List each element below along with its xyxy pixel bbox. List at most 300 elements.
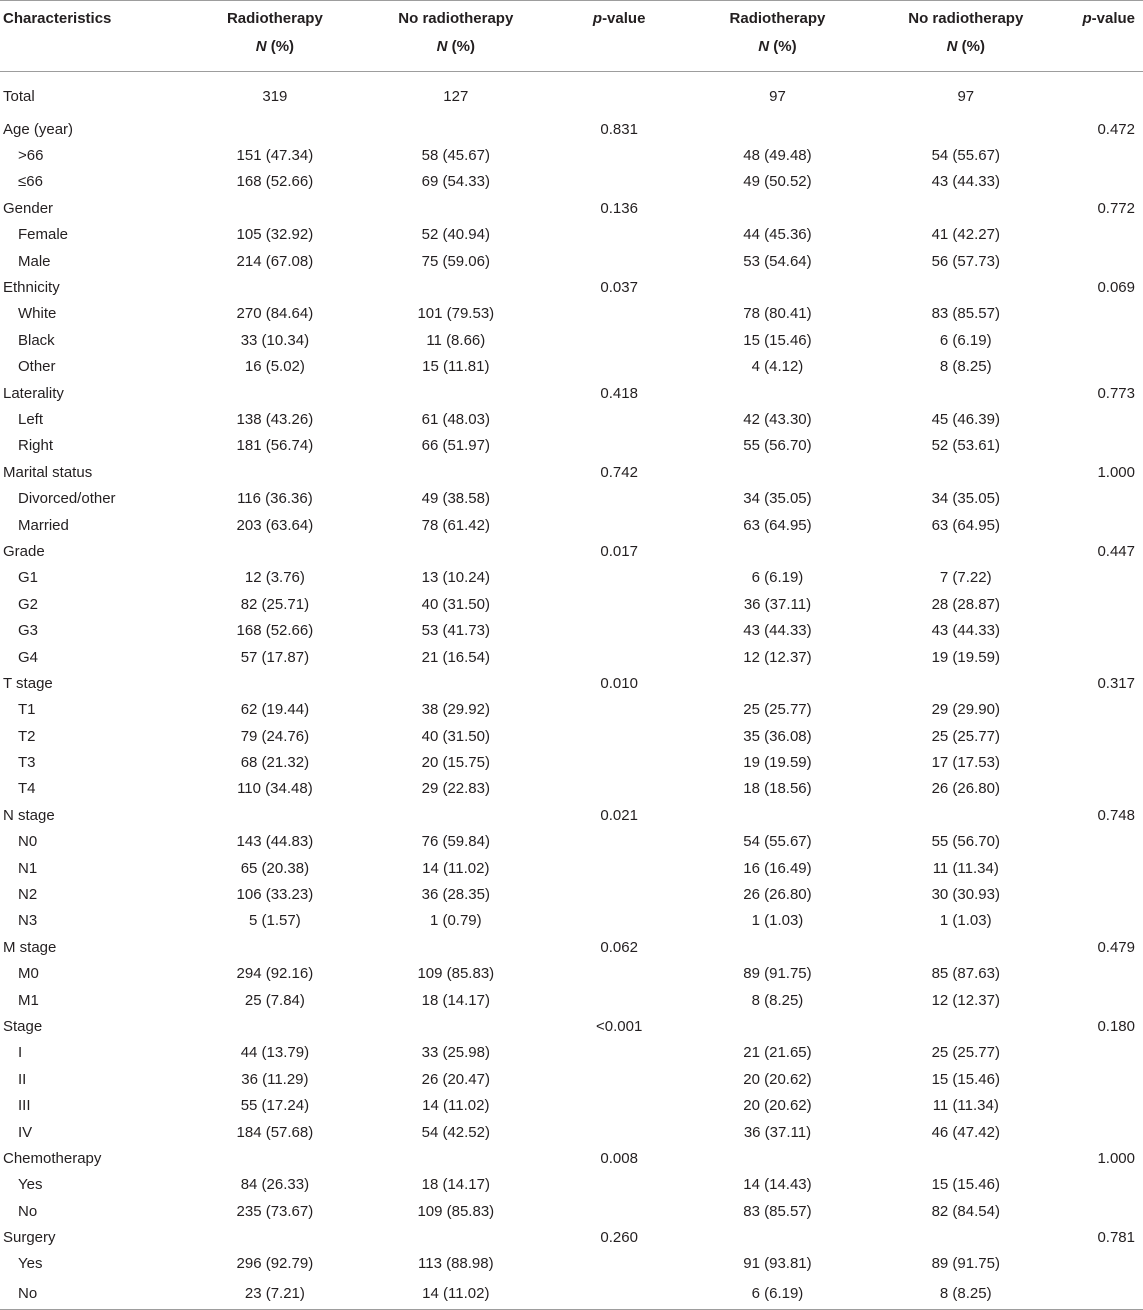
p-value-1 [549,169,690,195]
p-value-2 [1066,1119,1143,1145]
no-radiotherapy-value-1: 33 (25.98) [421,1044,490,1062]
header-n-pct-3 [690,38,866,72]
table-row [0,1119,1143,1145]
header-n-pct-4 [865,38,1066,72]
p-value-1: 0.010 [600,674,638,692]
radiotherapy-value-2: 25 (25.77) [743,701,812,719]
row-label: I [18,1044,23,1062]
no-radiotherapy-value-2: 34 (35.05) [931,490,1000,508]
header-n-pct-1 [187,38,363,72]
radiotherapy-value-1 [187,538,363,564]
radiotherapy-value-1 [187,934,363,960]
no-radiotherapy-value-1: 78 (61.42) [421,516,490,534]
no-radiotherapy-value-1: 101 (79.53) [417,305,495,323]
radiotherapy-value-2: 63 (64.95) [743,516,812,534]
radiotherapy-value-2 [690,538,866,564]
header-radiotherapy-2: Radiotherapy [729,10,826,27]
row-label: Surgery [3,1229,56,1247]
table-row [0,1066,1143,1092]
radiotherapy-value-2: 4 (4.12) [751,358,804,376]
no-radiotherapy-value-1: 52 (40.94) [421,226,490,244]
radiotherapy-value-1 [187,1224,363,1250]
row-label: T3 [18,754,36,772]
radiotherapy-value-1: 319 [262,87,288,105]
p-value-2 [1066,222,1143,248]
row-label: Gender [3,199,54,217]
p-value-1 [549,881,690,907]
radiotherapy-value-2: 15 (15.46) [743,331,812,349]
p-value-2 [1066,829,1143,855]
radiotherapy-value-1: 82 (25.71) [240,595,310,613]
table-row [0,195,1143,221]
row-label: Stage [3,1017,43,1035]
no-radiotherapy-value-2: 11 (11.34) [932,1097,999,1115]
no-radiotherapy-value-1: 109 (85.83) [417,1202,495,1220]
no-radiotherapy-value-2 [865,195,1066,221]
table-row [0,1092,1143,1118]
table-row [0,406,1143,432]
radiotherapy-value-1: 25 (7.84) [244,991,305,1009]
no-radiotherapy-value-1: 40 (31.50) [421,727,490,745]
radiotherapy-value-2: 6 (6.19) [690,1277,866,1310]
table-row [0,1251,1143,1277]
no-radiotherapy-value-2 [865,1224,1066,1250]
table-row [0,1040,1143,1066]
no-radiotherapy-value-1 [363,670,549,696]
no-radiotherapy-value-2: 82 (84.54) [931,1202,1000,1220]
row-label: G3 [18,622,39,640]
table-header [0,1,1143,72]
p-value-1 [549,617,690,643]
radiotherapy-value-1 [187,274,363,300]
row-label: Ethnicity [3,279,60,297]
row-label: II [18,1070,27,1088]
radiotherapy-value-2: 8 (8.25) [751,991,804,1009]
no-radiotherapy-value-2: 55 (56.70) [931,833,1000,851]
p-rest: -value [602,10,646,27]
p-value-2: 0.781 [1097,1229,1135,1247]
no-radiotherapy-value-2: 8 (8.25) [939,358,992,376]
p-value-1 [549,723,690,749]
p-value-2 [1066,591,1143,617]
p-value-2 [1066,1066,1143,1092]
no-radiotherapy-value-1 [363,1145,549,1171]
radiotherapy-value-2: 44 (45.36) [743,226,812,244]
p-value-2 [1066,354,1143,380]
header-no-radiotherapy-2: No radiotherapy [908,10,1024,27]
row-label: Female [18,226,69,244]
p-value-1 [549,987,690,1013]
no-radiotherapy-value-2: 46 (47.42) [931,1123,1000,1141]
no-radiotherapy-value-1: 13 (10.24) [421,569,490,587]
p-value-1 [549,1040,690,1066]
radiotherapy-value-1: 143 (44.83) [236,833,314,851]
no-radiotherapy-value-1 [363,195,549,221]
no-radiotherapy-value-2 [865,380,1066,406]
table-row [0,459,1143,485]
radiotherapy-value-1 [187,670,363,696]
no-radiotherapy-value-1: 40 (31.50) [421,595,490,613]
table-row [0,485,1143,511]
row-label: III [18,1097,31,1115]
table-row [0,301,1143,327]
header-radiotherapy-1: Radiotherapy [226,10,323,27]
p-value-1 [549,1119,690,1145]
n-rest: (%) [266,38,295,55]
no-radiotherapy-value-2 [865,934,1066,960]
no-radiotherapy-value-2: 7 (7.22) [939,569,992,587]
radiotherapy-value-1: 55 (17.24) [240,1097,310,1115]
p-value-1 [549,248,690,274]
radiotherapy-value-1: 106 (33.23) [236,886,314,904]
p-value-1: 0.008 [600,1149,638,1167]
no-radiotherapy-value-2: 41 (42.27) [931,226,1000,244]
row-label: G1 [18,569,39,587]
p-value-2 [1066,855,1143,881]
no-radiotherapy-value-1: 58 (45.67) [421,147,490,165]
table-row [0,538,1143,564]
no-radiotherapy-value-2: 1 (1.03) [939,912,992,930]
row-label: Laterality [3,384,64,402]
radiotherapy-value-1: 184 (57.68) [236,1123,314,1141]
radiotherapy-value-1: 57 (17.87) [240,648,310,666]
no-radiotherapy-value-1 [363,1013,549,1039]
no-radiotherapy-value-1 [363,802,549,828]
p-value-2: 0.479 [1097,938,1135,956]
p-value-1: 0.136 [600,199,638,217]
radiotherapy-value-1: 151 (47.34) [236,147,314,165]
table-row [0,1172,1143,1198]
no-radiotherapy-value-2: 8 (8.25) [865,1277,1066,1310]
radiotherapy-value-2: 42 (43.30) [743,410,812,428]
no-radiotherapy-value-2 [865,1013,1066,1039]
radiotherapy-value-2: 36 (37.11) [743,1123,812,1141]
no-radiotherapy-value-2: 19 (19.59) [931,648,1000,666]
radiotherapy-value-2 [690,1224,866,1250]
n-italic: N [946,38,958,55]
row-label: T stage [3,674,53,692]
table-row [0,987,1143,1013]
radiotherapy-value-2: 26 (26.80) [743,886,812,904]
p-value-2 [1066,723,1143,749]
radiotherapy-value-2: 12 (12.37) [743,648,812,666]
radiotherapy-value-1: 294 (92.16) [236,965,314,983]
p-value-1 [549,222,690,248]
no-radiotherapy-value-2 [865,459,1066,485]
table-row [0,169,1143,195]
radiotherapy-value-1: 65 (20.38) [240,859,310,877]
radiotherapy-value-2: 43 (44.33) [743,622,812,640]
table-row [0,670,1143,696]
no-radiotherapy-value-1 [363,934,549,960]
p-value-2 [1066,72,1143,117]
row-label: Marital status [3,463,93,481]
no-radiotherapy-value-2: 12 (12.37) [931,991,1000,1009]
p-value-2 [1066,565,1143,591]
no-radiotherapy-value-2 [865,802,1066,828]
row-label: N1 [18,859,38,877]
p-rest: -value [1091,10,1135,27]
row-label: M stage [3,938,57,956]
table-row [0,1145,1143,1171]
row-label: T1 [18,701,36,719]
p-value-1 [549,512,690,538]
radiotherapy-value-1: 168 (52.66) [236,173,314,191]
p-value-1 [549,327,690,353]
p-value-1 [549,1092,690,1118]
radiotherapy-value-1: 23 (7.21) [187,1277,363,1310]
radiotherapy-value-2: 78 (80.41) [743,305,812,323]
radiotherapy-value-1: 36 (11.29) [241,1070,309,1088]
table-row [0,222,1143,248]
p-value-1 [549,776,690,802]
no-radiotherapy-value-2: 89 (91.75) [931,1255,1000,1273]
radiotherapy-value-1: 79 (24.76) [240,727,310,745]
radiotherapy-value-2: 20 (20.62) [743,1070,812,1088]
no-radiotherapy-value-1: 20 (15.75) [421,754,490,772]
table-row [0,433,1143,459]
no-radiotherapy-value-2: 25 (25.77) [931,727,1000,745]
no-radiotherapy-value-2: 30 (30.93) [931,886,1000,904]
p-value-1: <0.001 [596,1017,643,1035]
row-label: White [18,305,57,323]
no-radiotherapy-value-2: 25 (25.77) [931,1044,1000,1062]
radiotherapy-value-1: 181 (56.74) [236,437,314,455]
p-value-1 [549,855,690,881]
row-label: N3 [18,912,38,930]
radiotherapy-value-2 [690,670,866,696]
no-radiotherapy-value-1 [363,538,549,564]
p-value-1 [549,829,690,855]
p-value-1 [549,908,690,934]
row-label: Grade [3,542,45,560]
no-radiotherapy-value-1: 113 (88.98) [418,1255,494,1273]
no-radiotherapy-value-1: 61 (48.03) [421,410,490,428]
row-label: T4 [18,780,36,798]
radiotherapy-value-2: 16 (16.49) [743,859,812,877]
no-radiotherapy-value-1: 66 (51.97) [421,437,490,455]
row-label: No [0,1277,187,1310]
no-radiotherapy-value-1 [363,459,549,485]
table-row [0,591,1143,617]
table-row [0,72,1143,117]
n-rest: (%) [769,38,797,55]
radiotherapy-value-1: 33 (10.34) [240,331,310,349]
n-rest: (%) [447,38,475,55]
radiotherapy-value-2: 97 [769,87,786,105]
no-radiotherapy-value-2 [865,670,1066,696]
radiotherapy-value-2 [690,459,866,485]
p-value-1: 0.021 [600,806,638,824]
radiotherapy-value-2 [690,274,866,300]
radiotherapy-value-1: 44 (13.79) [240,1044,310,1062]
p-value-2 [1066,301,1143,327]
p-value-1 [549,1251,690,1277]
no-radiotherapy-value-2 [865,1145,1066,1171]
radiotherapy-value-2: 83 (85.57) [743,1202,812,1220]
table-row [0,723,1143,749]
p-value-2 [1066,406,1143,432]
radiotherapy-value-2: 54 (55.67) [743,833,812,851]
p-value-1 [549,1066,690,1092]
no-radiotherapy-value-1: 29 (22.83) [421,780,490,798]
table-row [0,776,1143,802]
p-value-2: 1.000 [1097,1149,1135,1167]
table-row [0,961,1143,987]
no-radiotherapy-value-1: 26 (20.47) [421,1070,490,1088]
table-row [0,881,1143,907]
no-radiotherapy-value-1: 54 (42.52) [421,1123,490,1141]
no-radiotherapy-value-2: 43 (44.33) [931,173,1000,191]
radiotherapy-value-1 [187,459,363,485]
radiotherapy-value-2: 6 (6.19) [751,569,804,587]
row-label: Black [18,331,55,349]
table-row [0,749,1143,775]
p-value-1 [549,72,690,117]
radiotherapy-value-1 [187,116,363,142]
row-label: G4 [18,648,39,666]
table-row [0,802,1143,828]
radiotherapy-value-2: 89 (91.75) [743,965,812,983]
row-label: No [18,1202,38,1220]
p-value-2: 0.773 [1097,384,1135,402]
p-value-1: 0.062 [600,938,638,956]
p-value-2 [1066,485,1143,511]
no-radiotherapy-value-2: 26 (26.80) [931,780,1000,798]
radiotherapy-value-1: 270 (84.64) [236,305,314,323]
table-row [0,1013,1143,1039]
table-row [0,644,1143,670]
row-label: N stage [3,806,55,824]
p-value-2 [1066,617,1143,643]
p-value-1 [549,485,690,511]
row-label: Yes [18,1176,43,1194]
radiotherapy-value-1: 84 (26.33) [240,1176,310,1194]
table-row [0,1277,1143,1310]
p-italic: p [1082,10,1092,27]
row-label: M1 [18,991,39,1009]
p-value-1 [549,565,690,591]
header-characteristics: Characteristics [3,10,112,27]
no-radiotherapy-value-1: 109 (85.83) [417,965,495,983]
p-value-1 [549,697,690,723]
row-label: M0 [18,965,39,983]
radiotherapy-value-2 [690,1013,866,1039]
p-value-2 [1066,142,1143,168]
n-italic: N [758,38,770,55]
row-label: G2 [18,595,39,613]
radiotherapy-value-1 [187,1145,363,1171]
radiotherapy-value-2: 14 (14.43) [743,1176,812,1194]
p-value-2: 0.772 [1097,199,1135,217]
p-value-2 [1066,1198,1143,1224]
table-row [0,142,1143,168]
p-value-1 [549,1277,690,1310]
radiotherapy-value-2: 20 (20.62) [743,1097,812,1115]
radiotherapy-value-2 [690,116,866,142]
n-italic: N [436,38,448,55]
p-value-2 [1066,961,1143,987]
table-row [0,697,1143,723]
table-row [0,829,1143,855]
p-value-2 [1066,248,1143,274]
p-value-2: 0.447 [1097,542,1135,560]
p-value-2 [1066,327,1143,353]
p-value-1: 0.260 [600,1229,638,1247]
table-row [0,116,1143,142]
row-label: Married [18,516,69,534]
table-row [0,908,1143,934]
p-value-2 [1066,776,1143,802]
no-radiotherapy-value-2: 29 (29.90) [931,701,1000,719]
no-radiotherapy-value-2 [865,538,1066,564]
p-value-1 [549,1198,690,1224]
no-radiotherapy-value-1: 38 (29.92) [421,701,490,719]
radiotherapy-value-1: 235 (73.67) [236,1202,314,1220]
table-row [0,1198,1143,1224]
no-radiotherapy-value-2: 6 (6.19) [939,331,992,349]
p-value-2: 0.069 [1097,279,1135,297]
row-label: T2 [18,727,36,745]
n-rest: (%) [957,38,985,55]
radiotherapy-value-1: 168 (52.66) [236,622,314,640]
header-row-2 [0,38,1143,72]
p-value-2: 0.317 [1097,674,1135,692]
p-value-1 [549,406,690,432]
no-radiotherapy-value-2: 43 (44.33) [931,622,1000,640]
no-radiotherapy-value-1: 76 (59.84) [421,833,490,851]
row-label: Divorced/other [18,490,116,508]
radiotherapy-value-2: 35 (36.08) [743,727,812,745]
no-radiotherapy-value-1: 53 (41.73) [421,622,490,640]
table-body [0,72,1143,1310]
p-value-2 [1066,1040,1143,1066]
no-radiotherapy-value-1: 15 (11.81) [422,358,490,376]
p-value-2 [1066,1092,1143,1118]
radiotherapy-value-2: 34 (35.05) [743,490,812,508]
p-value-1: 0.742 [600,463,638,481]
radiotherapy-value-2: 53 (54.64) [743,252,812,270]
p-value-2 [1066,1251,1143,1277]
radiotherapy-value-2: 55 (56.70) [743,437,812,455]
p-value-2 [1066,644,1143,670]
no-radiotherapy-value-2: 54 (55.67) [931,147,1000,165]
row-label: >66 [18,147,44,165]
table-row [0,274,1143,300]
table-row [0,248,1143,274]
p-value-2 [1066,1172,1143,1198]
no-radiotherapy-value-1 [363,380,549,406]
radiotherapy-value-2: 1 (1.03) [751,912,804,930]
row-label: Other [18,358,56,376]
no-radiotherapy-value-1: 36 (28.35) [421,886,490,904]
no-radiotherapy-value-1: 18 (14.17) [421,991,490,1009]
p-value-1: 0.037 [600,279,638,297]
radiotherapy-value-1: 105 (32.92) [236,226,314,244]
radiotherapy-value-2: 19 (19.59) [743,754,812,772]
no-radiotherapy-value-1: 1 (0.79) [429,912,482,930]
radiotherapy-value-2 [690,195,866,221]
radiotherapy-value-1: 116 (36.36) [237,490,313,508]
p-value-2 [1066,908,1143,934]
radiotherapy-value-1: 16 (5.02) [244,358,305,376]
row-label: N2 [18,886,38,904]
radiotherapy-value-1: 62 (19.44) [240,701,310,719]
radiotherapy-value-2 [690,934,866,960]
radiotherapy-value-1: 214 (67.08) [236,252,314,270]
row-label: IV [18,1123,33,1141]
no-radiotherapy-value-1: 49 (38.58) [421,490,490,508]
